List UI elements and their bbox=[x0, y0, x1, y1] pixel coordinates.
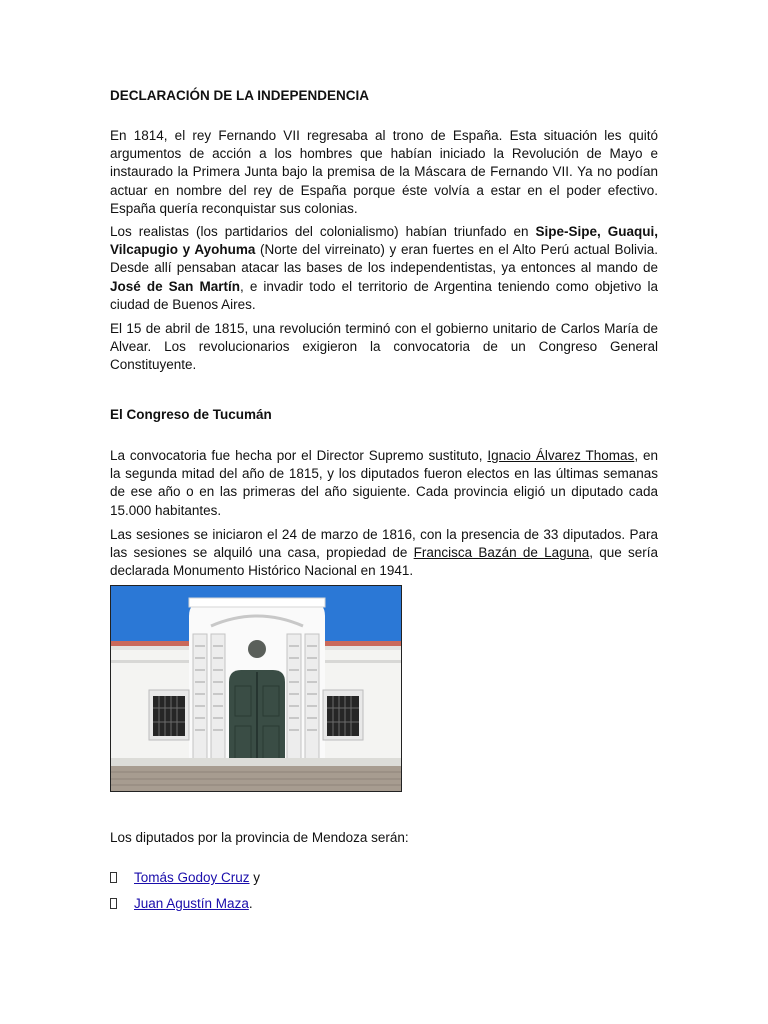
coat-of-arms bbox=[248, 640, 266, 658]
paragraph-5-text-2: , que sería declarada Monumento Histórico Nacional en 1941. bbox=[110, 545, 658, 579]
link-agustin-maza[interactable]: Juan Agustín Maza bbox=[134, 896, 249, 911]
link-alvarez-thomas[interactable]: Ignacio Álvarez Thomas bbox=[487, 448, 635, 463]
right-window bbox=[323, 690, 363, 740]
paragraph-6: Los diputados por la provincia de Mendoza serán: bbox=[110, 830, 409, 845]
link-godoy-cruz[interactable]: Tomás Godoy Cruz bbox=[134, 870, 250, 885]
paragraph-3: El 15 de abril de 1815, una revolución terminó con el gobierno unitario de Carlos María de Alvear. Los revolucionarios exigieron la convocatoria de un Congreso General Constituyente. bbox=[110, 321, 658, 373]
list-item bbox=[110, 869, 260, 887]
casa-historica-illustration bbox=[111, 586, 401, 791]
left-window bbox=[149, 690, 189, 740]
paragraph-4-text-2: , en la segunda mitad del año de 1815, y los diputados fueron electos en las últimas semanas de ese año o en las primeras del año siguiente. Cada provincia eligió un diputado cada 15.000 habitantes. bbox=[110, 448, 658, 518]
document-title: DECLARACIÓN DE LA INDEPENDENCIA bbox=[110, 88, 370, 103]
bullet-icon bbox=[110, 898, 117, 909]
paragraph-2-text-1: Los realistas (los partidarios del colonialismo) habían triunfado en bbox=[110, 224, 536, 239]
paragraph-2-text-3: , e invadir todo el territorio de Argentina teniendo como objetivo la ciudad de Buenos Aires. bbox=[110, 278, 658, 312]
list-item-suffix: y bbox=[249, 870, 261, 885]
paragraph-2 bbox=[110, 223, 658, 314]
list-item bbox=[110, 895, 253, 913]
bullet-icon bbox=[110, 872, 117, 883]
paragraph-2-text-2: (Norte del virreinato) y eran fuertes en el Alto Perú actual Bolivia. Desde allí pensaban atacar las bases de los independentistas, ya entonces al mando de bbox=[110, 242, 658, 276]
bold-san-martin: José de San Martín bbox=[110, 278, 240, 294]
casa-historica-photo bbox=[110, 585, 402, 792]
section-subtitle: El Congreso de Tucumán bbox=[110, 407, 272, 422]
paragraph-4-text-1: La convocatoria fue hecha por el Director Supremo sustituto, bbox=[110, 448, 488, 463]
link-bazan-de-laguna[interactable]: Francisca Bazán de Laguna bbox=[413, 545, 590, 561]
base-wall bbox=[111, 758, 401, 766]
paragraph-5-text-1: Las sesiones se iniciaron el 24 de marzo de 1816, con la presencia de 33 diputados. Para las sesiones se alquiló una casa, propiedad de bbox=[110, 527, 658, 561]
paragraph-1: En 1814, el rey Fernando VII regresaba al trono de España. Esta situación les quitó argumentos de acción a los hombres que habían iniciado la Revolución de Mayo e instaurado la Primera Junta bajo la premisa de la Máscara de Fernando VII. Ya no podían actuar en nombre del rey de España porque éste volvía a estar en el poder efectivo. España quería reconquistar sus colonias. bbox=[110, 128, 658, 216]
paragraph-4 bbox=[110, 447, 658, 520]
cornice bbox=[189, 598, 325, 607]
paragraph-5 bbox=[110, 526, 658, 581]
list-item-suffix: . bbox=[248, 896, 253, 911]
bold-battles: Sipe-Sipe, Guaqui, Vilcapugio y Ayohuma bbox=[110, 224, 659, 258]
